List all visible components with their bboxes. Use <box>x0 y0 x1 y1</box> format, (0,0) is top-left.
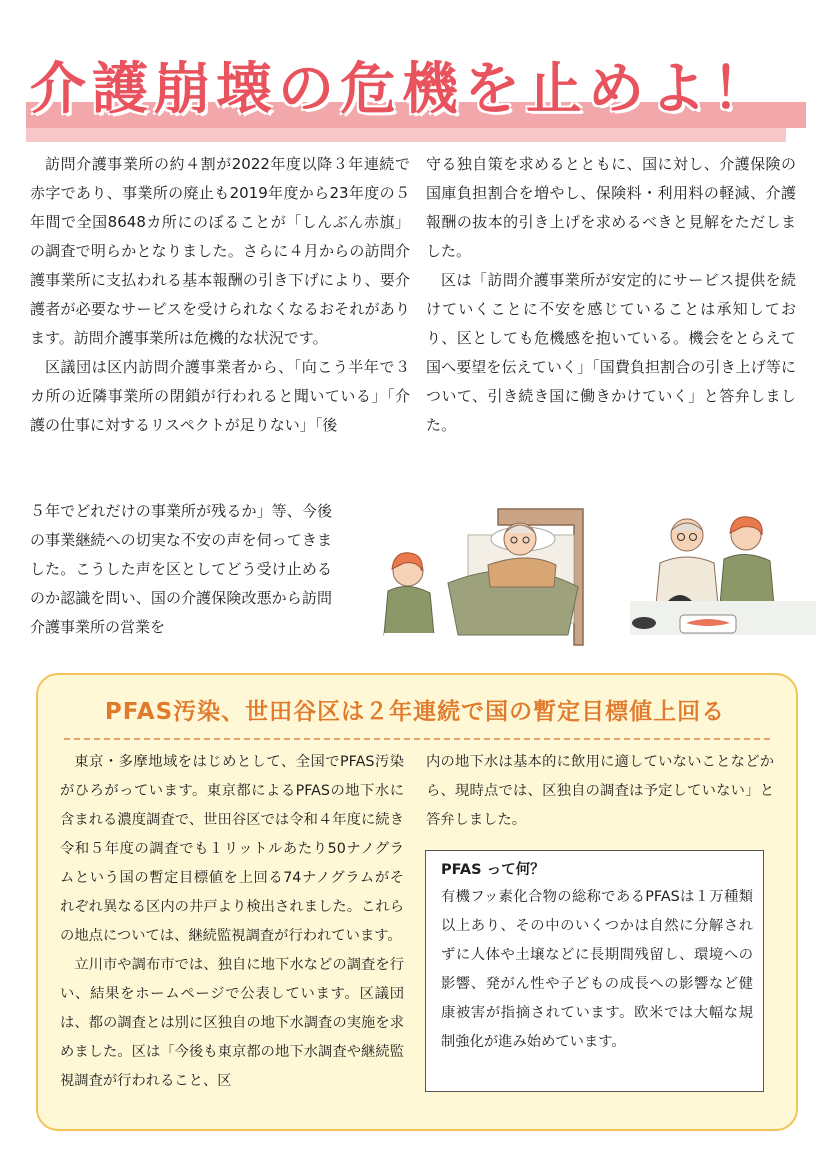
caregiver-meal-illustration <box>620 505 820 655</box>
pfas-paragraph: 東京・多摩地域をはじめとして、全国でPFAS汚染がひろがっています。東京都によるPFASの地下水に含まれる濃度調査で、世田谷区では令和４年度に続き令和５年度の調査でも１リットルあたり50ナノグラムという国の暫定目標値を上回る74ナノグラムがそれぞれ異なる区内の井戸より検出されました。これらの地点については、継続監視調査が行われています。 <box>60 754 404 944</box>
caregiver-bedside-illustration <box>378 495 610 653</box>
article-paragraph-continued: ５年でどれだけの事業所が残るか」等、今後の事業継続への切実な不安の声を伺ってきました。こうした声を区としてどう受け止めるのか認識を問い、国の介護保険改悪から訪問介護事業所の営業を <box>30 502 332 636</box>
page-title: 介護崩壊の危機を止めよ！ <box>30 57 774 122</box>
article-paragraph: 守る独自策を求めるとともに、国に対し、介護保険の国庫負担割合を増やし、保険料・利用料の軽減、介護報酬の抜本的引き上げを求めるべきと見解をただしました。 <box>426 155 796 260</box>
title-underline-band-light <box>26 128 786 142</box>
pfas-paragraph-continued: 内の地下水は基本的に飲用に適していないことなどから、現時点では、区独自の調査は予定していない」と答弁しました。 <box>426 754 774 828</box>
article-paragraph: 区議団は区内訪問介護事業者から、「向こう半年で３カ所の近隣事業所の閉鎖が行われると聞いている」「介護の仕事に対するリスペクトが足りない」「後 <box>30 358 410 434</box>
pfas-right-column <box>426 748 774 835</box>
pfas-heading: PFAS汚染、世田谷区は２年連続で国の暫定目標値上回る <box>104 699 726 725</box>
article-right-column <box>426 150 796 440</box>
article-left-wrap <box>30 497 332 642</box>
what-is-pfas-body <box>441 883 753 1057</box>
pfas-left-column <box>60 748 404 1096</box>
what-is-pfas-title: PFAS って何？ <box>441 862 545 878</box>
article-paragraph: 訪問介護事業所の約４割が2022年度以降３年連続で赤字であり、事業所の廃止も2019年度から23年度の５年間で全国8648カ所にのぼることが「しんぶん赤旗」の調査で明らかとなりました。さらに４月からの訪問介護事業所に支払われる基本報酬の引き下げにより、要介護者が必要なサービスを受けられなくなるおそれがあります。訪問介護事業所は危機的な状況です。 <box>30 155 410 347</box>
article-paragraph: 区は「訪問介護事業所が安定的にサービス提供を続けていくことに不安を感じていることは承知しており、区としても危機感を抱いている。機会をとらえて国へ要望を伝えていく」「国費負担割合の引き上げ等について、引き続き国に働きかけていく」と答弁しました。 <box>426 271 796 434</box>
pfas-paragraph: 立川市や調布市では、独自に地下水などの調査を行い、結果をホームページで公表しています。区議団は、都の調査とは別に区独自の地下水調査の実施を求めました。区は「今後も東京都の地下水調査や継続監視調査が行われること、区 <box>60 957 404 1089</box>
what-is-pfas-text: 有機フッ素化合物の総称であるPFASは１万種類以上あり、その中のいくつかは自然に分解されずに人体や土壌などに長期間残留し、環境への影響、発がん性や子どもの成長への影響など健康被害が指摘されています。欧米では大幅な規制強化が進み始めています。 <box>441 889 753 1050</box>
article-left-column <box>30 150 410 440</box>
pfas-heading-divider <box>64 738 770 740</box>
